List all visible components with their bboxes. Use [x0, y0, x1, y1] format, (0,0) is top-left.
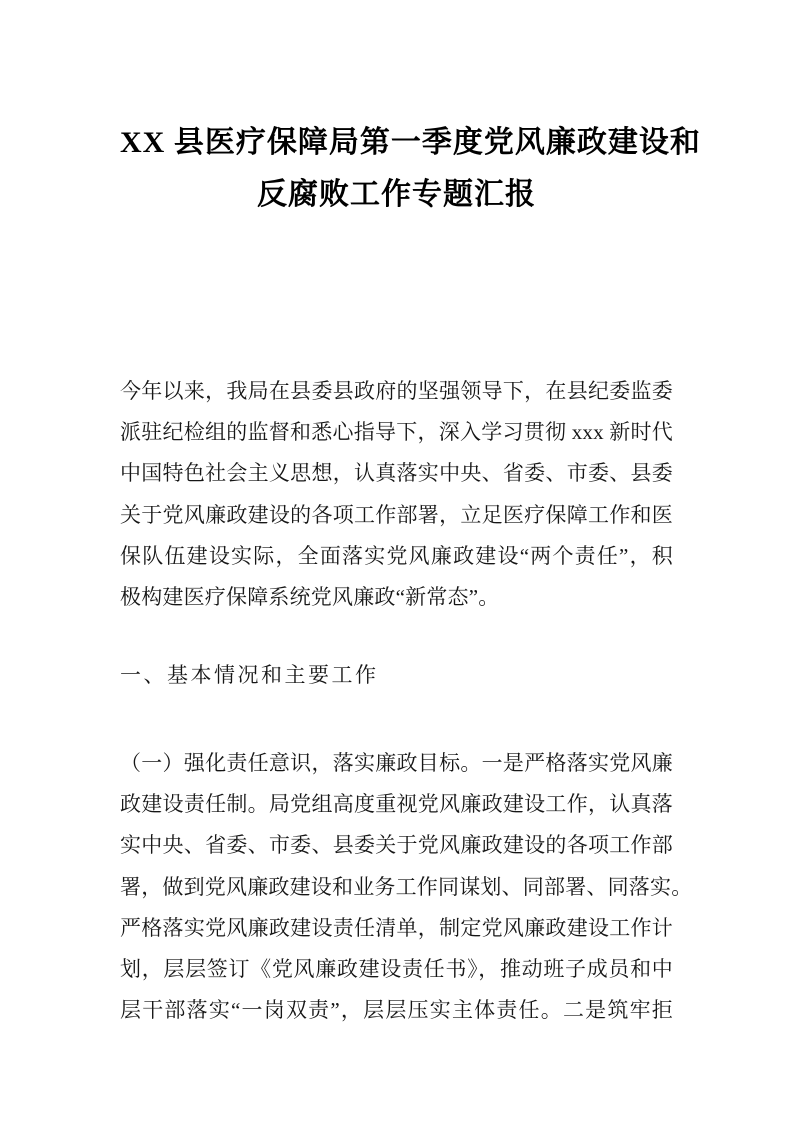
- document-title: [120, 117, 701, 221]
- text-line: 严格落实党风廉政建设责任清单，制定党风廉政建设工作计: [120, 915, 673, 940]
- text-line: （一）强化责任意识，落实廉政目标。一是严格落实党风廉: [120, 751, 673, 775]
- text-line: 今年以来，我局在县委县政府的坚强领导下，在县纪委监委: [120, 379, 673, 403]
- document-title-line-2: 反腐败工作专题汇报: [257, 178, 536, 211]
- text-line: 中国特色社会主义思想，认真落实中央、省委、市委、县委: [120, 461, 673, 486]
- section1-paragraph: [120, 743, 693, 1031]
- text-line: 关于党风廉政建设的各项工作部署，立足医疗保障工作和医: [120, 502, 673, 527]
- text-line: 保队伍建设实际，全面落实党风廉政建设“两个责任”，积: [120, 543, 673, 568]
- text-line: 派驻纪检组的监督和悉心指导下，深入学习贯彻 xxx 新时代: [120, 420, 673, 445]
- section-heading: [120, 655, 673, 696]
- intro-paragraph: [120, 371, 673, 618]
- text-line: 划，层层签订《党风廉政建设责任书》，推动班子成员和中: [120, 957, 673, 982]
- text-line: 政建设责任制。局党组高度重视党风廉政建设工作，认真落: [120, 792, 673, 817]
- document-title-line-1: XX 县医疗保障局第一季度党风廉政建设和: [120, 126, 701, 159]
- text-line: 署，做到党风廉政建设和业务工作同谋划、同部署、同落实。: [120, 874, 693, 899]
- text-line: 实中央、省委、市委、县委关于党风廉政建设的各项工作部: [120, 833, 673, 858]
- text-line: 层干部落实“一岗双责”，层层压实主体责任。二是筑牢拒: [120, 998, 673, 1023]
- text-line: 极构建医疗保障系统党风廉政“新常态”。: [120, 585, 500, 610]
- section-heading-text: 一、基本情况和主要工作: [120, 663, 379, 687]
